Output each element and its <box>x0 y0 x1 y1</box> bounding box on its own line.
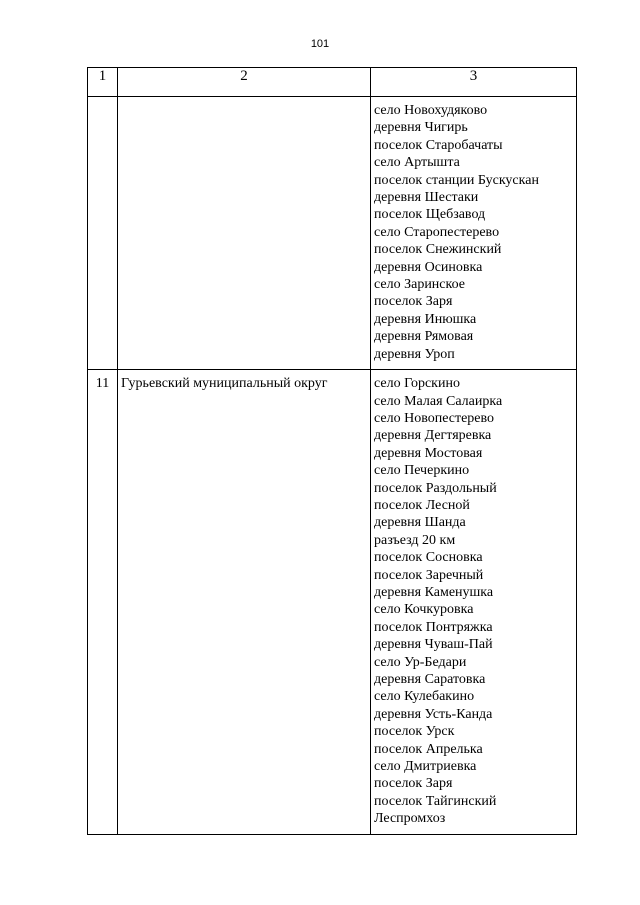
page-number: 101 <box>310 38 330 50</box>
table-header-row <box>88 68 577 97</box>
settlement-item: село Заринское <box>374 277 465 293</box>
table-body <box>88 68 577 835</box>
settlement-item: село Печеркино <box>374 463 470 479</box>
settlement-item: поселок Щебзавод <box>374 207 486 223</box>
settlement-item: поселок Апрелька <box>374 741 483 757</box>
settlement-item: деревня Саратовка <box>374 672 486 687</box>
settlement-item: село Ур-Бедари <box>374 654 467 670</box>
table-row <box>88 97 577 370</box>
settlement-item: поселок Старобачаты <box>374 137 503 153</box>
settlement-item: деревня Дегтяревка <box>374 428 492 444</box>
settlement-item: деревня Шестаки <box>374 190 479 206</box>
settlements-cell <box>371 97 577 370</box>
settlement-item: поселок станции Бускускан <box>374 172 539 188</box>
settlement-item: село Новопестерево <box>374 410 495 426</box>
settlements-table <box>87 67 577 835</box>
settlement-item: поселок Тайгинский <box>374 793 497 809</box>
settlement-item: поселок Заря <box>374 776 453 792</box>
table-row <box>88 370 577 835</box>
row-number-cell: 11 <box>88 370 118 835</box>
settlement-item: деревня Шанда <box>374 515 466 531</box>
settlement-item: поселок Урск <box>374 724 455 740</box>
settlement-item: поселок Заречный <box>374 567 484 583</box>
row-number-cell <box>88 97 118 370</box>
district-cell <box>118 97 371 370</box>
settlement-item: село Кулебакино <box>374 689 475 705</box>
settlement-item: деревня Мостовая <box>374 445 483 461</box>
settlement-item: село Горскино <box>374 376 460 392</box>
settlement-item: деревня Чигирь <box>374 120 468 136</box>
settlement-item: село Старопестерево <box>374 224 500 240</box>
settlement-item: село Артышта <box>374 155 460 171</box>
settlements-cell <box>371 370 577 835</box>
settlement-item: поселок Сосновка <box>374 550 483 566</box>
settlement-item: деревня Рямовая <box>374 329 474 345</box>
settlement-item: разъезд 20 км <box>374 532 456 548</box>
settlement-item: село Малая Салаирка <box>374 393 503 409</box>
settlement-item: поселок Снежинский <box>374 242 502 258</box>
settlement-item: село Кочкуровка <box>374 602 474 618</box>
settlement-item: деревня Усть-Канда <box>374 706 493 722</box>
header-col-1: 1 <box>88 68 118 97</box>
settlement-item: деревня Уроп <box>374 346 455 362</box>
settlement-item: село Дмитриевка <box>374 759 477 775</box>
district-cell: Гурьевский муниципальный округ <box>118 370 371 835</box>
header-col-2: 2 <box>118 68 371 97</box>
settlement-item: деревня Инюшка <box>374 311 477 327</box>
settlement-item: поселок Понтряжка <box>374 619 493 635</box>
settlement-item: поселок Раздольный <box>374 480 497 496</box>
settlement-item: село Новохудяково <box>374 103 488 118</box>
settlement-item: поселок Заря <box>374 294 453 310</box>
settlement-item: деревня Чуваш-Пай <box>374 637 493 653</box>
settlement-item: деревня Осиновка <box>374 259 483 275</box>
settlement-item: деревня Каменушка <box>374 584 494 600</box>
header-col-3: 3 <box>371 68 577 97</box>
settlement-item: поселок Лесной <box>374 497 470 513</box>
settlement-item: Леспромхоз <box>374 811 446 827</box>
